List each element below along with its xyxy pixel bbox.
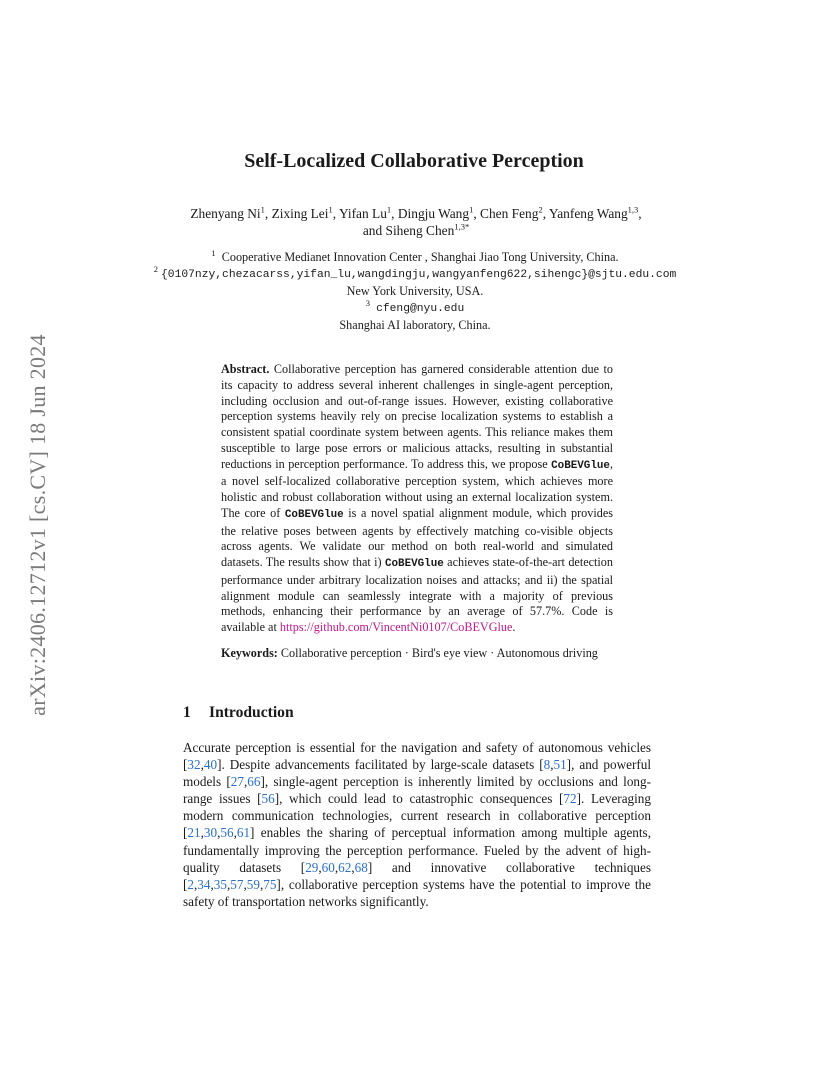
cite-sep: , (226, 876, 231, 892)
citation-link[interactable]: 34 (197, 876, 211, 892)
citation-link[interactable]: 75 (263, 876, 277, 892)
body-text: ], single-agent perception is inherently limited by occlusions and long-range issues [ (183, 774, 651, 807)
citation-link[interactable]: 56 (261, 791, 275, 807)
body-text: ]. Leveraging modern communication technologies, current research in collaborative perception [ (183, 791, 651, 841)
abstract-text: . (512, 620, 516, 634)
author-affil-sup: 1,3 (627, 204, 639, 215)
abstract-text: , a novel self-localized collaborative perception system, which achieves more holistic and robust collaboration without using an external localization system. The core of (221, 456, 613, 520)
citation-link[interactable]: 35 (213, 876, 227, 892)
citation-link[interactable]: 30 (203, 825, 218, 841)
paper-title: Self-Localized Collaborative Perception (244, 150, 584, 172)
keywords-label: Keywords: (221, 646, 278, 660)
cite-sep: , (259, 876, 264, 892)
code-repo-link[interactable]: https://github.com/VincentNi0107/CoBEVGlue (279, 620, 513, 634)
author-name: Yifan Lu (338, 206, 387, 221)
author-affil-sup: 1,3* (454, 221, 470, 232)
method-name: CoBEVGlue (284, 508, 344, 521)
body-text: ]. Despite advancements facilitated by large-scale datasets [ (217, 757, 544, 773)
email-address[interactable]: cfeng@nyu.edu (376, 303, 465, 315)
cite-sep: , (334, 859, 339, 875)
citation-link[interactable]: 72 (563, 791, 577, 807)
citation-link[interactable]: 51 (553, 757, 567, 773)
affil-sup: 2 (153, 263, 158, 274)
citation-link[interactable]: 21 (187, 825, 201, 841)
citation-link[interactable]: 59 (246, 876, 260, 892)
abstract-label: Abstract. (221, 362, 270, 376)
body-text: ], and powerful models [ (183, 757, 651, 790)
author-name: Zixing Lei (271, 206, 329, 221)
section-title: Introduction (209, 704, 294, 721)
author-separator: , (264, 206, 272, 221)
abstract (221, 362, 613, 636)
citation-link[interactable]: 32 (187, 757, 201, 773)
body-text: ], which could lead to catastrophic consequences [ (274, 791, 564, 807)
author-list (180, 205, 652, 239)
citation-link[interactable]: 61 (236, 825, 251, 841)
citation-link[interactable]: 8 (543, 757, 551, 773)
citation-link[interactable]: 57 (230, 876, 244, 892)
affil-sup: 1 (211, 247, 216, 258)
affiliation-3: Shanghai AI laboratory, China. (339, 318, 491, 332)
body-text: Accurate perception is essential for the navigation and safety of autonomous vehicles [ (183, 740, 651, 773)
author-name: Zhenyang Ni (190, 206, 261, 221)
affil-text: Cooperative Medianet Innovation Center , Shanghai Jiao Tong University, China. (221, 250, 619, 264)
author-name: Siheng Chen (385, 223, 455, 238)
method-name: CoBEVGlue (551, 459, 610, 472)
cite-sep: , (550, 757, 554, 773)
body-text: ] and innovative collaborative techniques [ (183, 859, 651, 892)
cite-sep: , (351, 859, 355, 875)
intro-paragraph (183, 739, 651, 910)
author-name: Dingju Wang (397, 206, 470, 221)
section-number: 1 (183, 704, 191, 721)
affil-sup: 3 (365, 297, 370, 308)
citation-link[interactable]: 56 (220, 825, 234, 841)
citation-link[interactable]: 40 (203, 757, 218, 773)
cite-sep: , (243, 774, 248, 790)
author-separator: , and (362, 206, 642, 238)
author-separator: , (391, 206, 398, 221)
arxiv-id-text: arXiv:2406.12712v1 [cs.CV] 18 Jun 2024 (25, 334, 50, 716)
author-name: Yanfeng Wang (548, 206, 628, 221)
citation-link[interactable]: 60 (321, 859, 335, 875)
author-affil-sup: 1 (386, 204, 392, 215)
cite-sep: , (200, 757, 204, 773)
abstract-text: achieves state-of-the-art detection performance under arbitrary localization noises and attacks; and ii) the spatial alignment module can seamlessly integrate with a majority of previous methods, enhancing their performance by an average of 57.7%. Code is available at (221, 555, 613, 634)
keywords-text: Collaborative perception · Bird's eye view · Autonomous driving (277, 646, 598, 660)
citation-link[interactable]: 27 (230, 774, 244, 790)
cite-sep: , (243, 876, 247, 892)
email-addresses[interactable]: {0107nzy,chezacarss,yifan_lu,wangdingju,wangyanfeng622,sihengc}@sjtu.edu.com (161, 269, 677, 281)
citation-link[interactable]: 62 (338, 859, 352, 875)
citation-link[interactable]: 66 (247, 774, 261, 790)
cite-sep: , (200, 825, 204, 841)
body-text: ] enables the sharing of perceptual information among multiple agents, fundamentally improving the perception performance. Fueled by the advent of high-quality datasets [ (183, 825, 651, 875)
section-heading (183, 704, 294, 722)
abstract-text: Collaborative perception has garnered considerable attention due to its capacity to address several inherent challenges in single-agent perception, including occlusion and out-of-range issues. However, existing collaborative perception systems heavily rely on precise localization systems to establish a consistent spatial coordinate system between agents. This reliance makes them susceptible to large pose errors or malicious attacks, resulting in substantial reductions in perception performance. To address this, we propose (221, 362, 613, 471)
affiliations (150, 249, 680, 333)
keywords (221, 646, 613, 662)
author-separator: , (332, 206, 339, 221)
citation-link[interactable]: 29 (305, 859, 319, 875)
author-affil-sup: 1 (469, 204, 474, 215)
author-name: Chen Feng (480, 206, 539, 221)
method-name: CoBEVGlue (384, 558, 444, 570)
affiliation-2-email (150, 265, 680, 283)
body-text: ], collaborative perception systems have the potential to improve the safety of transportation networks significantly. (183, 876, 651, 909)
author-separator: , (542, 206, 549, 221)
cite-sep: , (217, 825, 221, 841)
author-affil-sup: 1 (328, 204, 333, 215)
abstract-text: is a novel spatial alignment module, which provides the relative poses between agents by effectively matching co-visible objects across agents. We validate our method on both real-world and simulated datasets. The results show that i) (221, 505, 614, 569)
arxiv-sidebar-stamp (24, 290, 52, 760)
cite-sep: , (210, 876, 214, 892)
affiliation-2: New York University, USA. (346, 284, 484, 298)
author-affil-sup: 2 (538, 204, 543, 215)
affiliation-1 (150, 249, 680, 265)
affiliation-3-email (150, 299, 680, 317)
author-affil-sup: 1 (260, 204, 265, 215)
citation-link[interactable]: 2 (187, 876, 194, 892)
cite-sep: , (194, 876, 198, 892)
author-separator: , (473, 206, 481, 221)
citation-link[interactable]: 68 (354, 859, 368, 875)
cite-sep: , (233, 825, 237, 841)
cite-sep: , (318, 859, 322, 875)
